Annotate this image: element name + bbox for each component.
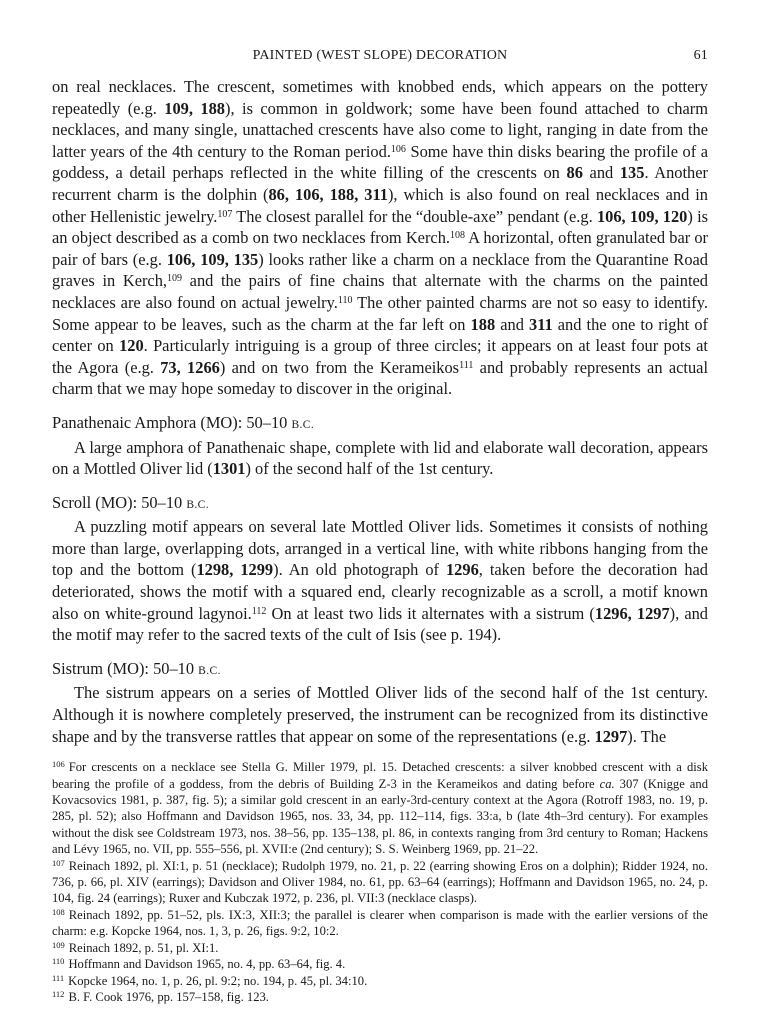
footnote-number: 106 bbox=[52, 759, 65, 770]
era-label: B.C. bbox=[291, 418, 315, 431]
footnote-number: 108 bbox=[52, 906, 65, 917]
scroll-paragraph: A puzzling motif appears on several late Mottled Oliver lids. Sometimes it consists of nothing more than large, overlapping dots, arranged in a vertical line, with white ribbons hanging from the top and the bottom (1298, 1299). An old photograph of 1296, taken before the decoration had deteriorated, shows the motif with a squared end, clearly recognizable as a scroll, a motif known also on white-ground lagynoi.$^{112}$ On at least two lids it alternates with a sistrum (1296, 1297), and the motif may refer to the sacred texts of the cult of Isis (see p. 194). bbox=[52, 517, 708, 645]
catalogue-ref: 311 bbox=[529, 314, 553, 334]
footnote-ref: 110 bbox=[337, 294, 353, 306]
footnote: $^{108}$ Reinach 1892, pp. 51–52, pls. IX:3, XII:3; the parallel is clearer when comparison is made with the earlier versions of the charm: e.g. Kopcke 1964, nos. 1, 3, p. 26, figs. 9:2, 10:2. bbox=[52, 906, 708, 939]
section-heading-panathenaic-amphora: Panathenaic Amphora (MO): 50–10 B.C. bbox=[52, 412, 315, 432]
footnote-ref: 109 bbox=[167, 273, 182, 285]
page bbox=[52, 46, 708, 1005]
catalogue-ref: 188 bbox=[470, 314, 496, 334]
footnote-ref: 112 bbox=[251, 605, 267, 617]
running-head bbox=[52, 46, 708, 68]
era-label: B.C. bbox=[186, 498, 210, 511]
catalogue-ref: 73, 1266 bbox=[160, 357, 220, 377]
section-heading-scroll: Scroll (MO): 50–10 B.C. bbox=[52, 492, 210, 512]
footnote: $^{107}$ Reinach 1892, pl. XI:1, p. 51 (necklace); Rudolph 1979, no. 21, p. 22 (earring showing Eros on a dolphin); Ridder 1924, no. 736, p. 66, pl. XIV (earrings); Davidson and Oliver 1984, no. 61, pp. 63–64 (earrings); Hoffmann and Davidson 1965, no. 24, p. 104, fig. 24 (earrings); Ruxer and Kubczak 1972, p. 236, pl. VII:3 (necklace clasps). bbox=[52, 857, 708, 906]
footnote-ref: 107 bbox=[217, 208, 233, 220]
footnote: $^{111}$ Kopcke 1964, no. 1, p. 26, pl. 9:2; no. 194, p. 45, pl. 34:10. bbox=[52, 972, 368, 988]
footnote-number: 107 bbox=[52, 857, 65, 868]
footnotes bbox=[52, 759, 708, 1005]
catalogue-ref: 86, 106, 188, 311 bbox=[268, 184, 388, 204]
footnote: $^{110}$ Hoffmann and Davidson 1965, no. 4, pp. 63–64, fig. 4. bbox=[52, 956, 346, 972]
footnote: $^{109}$ Reinach 1892, p. 51, pl. XI:1. bbox=[52, 939, 219, 955]
catalogue-ref: 106, 109, 120 bbox=[596, 206, 688, 226]
footnote-number: 111 bbox=[52, 972, 65, 983]
section-heading-sistrum: Sistrum (MO): 50–10 B.C. bbox=[52, 658, 221, 678]
catalogue-ref: 86 bbox=[566, 163, 583, 183]
catalogue-ref: 106, 109, 135 bbox=[166, 249, 259, 269]
catalogue-ref: 120 bbox=[119, 336, 144, 356]
catalogue-ref: 1301 bbox=[212, 459, 246, 479]
amphora-paragraph: A large amphora of Panathenaic shape, complete with lid and elaborate wall decoration, appears on a Mottled Oliver lid (1301) of the second half of the 1st century. bbox=[52, 437, 708, 479]
footnote-ref: 106 bbox=[390, 143, 406, 155]
footnote-ref: 108 bbox=[450, 230, 465, 242]
footnote-ref: 111 bbox=[459, 359, 474, 371]
page-number: 61 bbox=[693, 48, 708, 63]
catalogue-ref: 1296 bbox=[445, 560, 479, 580]
catalogue-ref: 1298, 1299 bbox=[196, 560, 274, 580]
catalogue-ref: 1297 bbox=[594, 726, 628, 746]
era-label: B.C. bbox=[198, 664, 221, 677]
footnote: $^{106}$ For crescents on a necklace see Stella G. Miller 1979, pl. 15. Detached crescents: a silver knobbed crescent with a disk bearing the profile of a goddess, from the debris of Building Z-3 in the Kerameikos and dating before ca. 307 (Knigge and Kovacsovics 1981, p. 387, fig. 5); a similar gold crescent in an early-3rd-century context at the Agora (Rotroff 1983, no. 19, p. 285, pl. 52); also Hoffmann and Davidson 1965, nos. 33, 34, pp. 112–114, figs. 33:a, b (late 4th–3rd century). For examples without the disk see Coldstream 1973, nos. 38–56, pp. 135–138, pl. 86, in contexts ranging from 3rd century to Roman; Hackens and Lévy 1965, no. VII, pp. 555–556, pl. XVII:e (2nd century); S. S. Weinberg 1969, pp. 21–22. bbox=[52, 759, 708, 857]
catalogue-ref: 109, 188 bbox=[164, 98, 226, 118]
catalogue-ref: 135 bbox=[619, 163, 645, 183]
sistrum-paragraph: The sistrum appears on a series of Mottled Oliver lids of the second half of the 1st century. Although it is nowhere completely preserved, the instrument can be recognized from its distinctive shape and by the transverse rattles that appear on some of the representations (e.g. 1297). The bbox=[52, 683, 708, 746]
footnote-number: 110 bbox=[52, 956, 65, 967]
footnote-number: 109 bbox=[52, 939, 65, 950]
catalogue-ref: 1296, 1297 bbox=[594, 603, 670, 623]
intro-paragraph: on real necklaces. The crescent, sometimes with knobbed ends, which appears on the pottery repeatedly (e.g. 109, 188), is common in goldwork; some have been found attached to charm necklaces, and many single, unattached crescents have also come to light, ranging in date from the latter years of the 4th century to the Roman period.$^{106}$ Some have thin disks bearing the profile of a goddess, a detail perhaps reflected in the white filling of the crescents on 86 and 135. Another recurrent charm is the dolphin (86, 106, 188, 311), which is also found on real necklaces and in other Hellenistic jewelry.$^{107}$ The closest parallel for the “double-axe” pendant (e.g. 106, 109, 120) is an object described as a comb on two necklaces from Kerch.$^{108}$ A horizontal, often granulated bar or pair of bars (e.g. 106, 109, 135) looks rather like a charm on a necklace from the Quarantine Road graves in Kerch,$^{109}$ and the pairs of fine chains that alternate with the charms on the painted necklaces are also found on actual jewelry.$^{110}$ The other painted charms are not so easy to identify. Some appear to be leaves, such as the charm at the far left on 188 and 311 and the one to right of center on 120. Particularly intriguing is a group of three circles; it appears on at least four pots at the Agora (e.g. 73, 1266) and on two from the Kerameikos$^{111}$ and probably represents an actual charm that we may hope someday to discover in the original. bbox=[52, 77, 709, 399]
running-title: PAINTED (WEST SLOPE) DECORATION bbox=[252, 48, 508, 63]
footnote-number: 112 bbox=[52, 988, 65, 999]
body-text bbox=[52, 76, 708, 747]
footnote: $^{112}$ B. F. Cook 1976, pp. 157–158, fig. 123. bbox=[52, 988, 269, 1004]
